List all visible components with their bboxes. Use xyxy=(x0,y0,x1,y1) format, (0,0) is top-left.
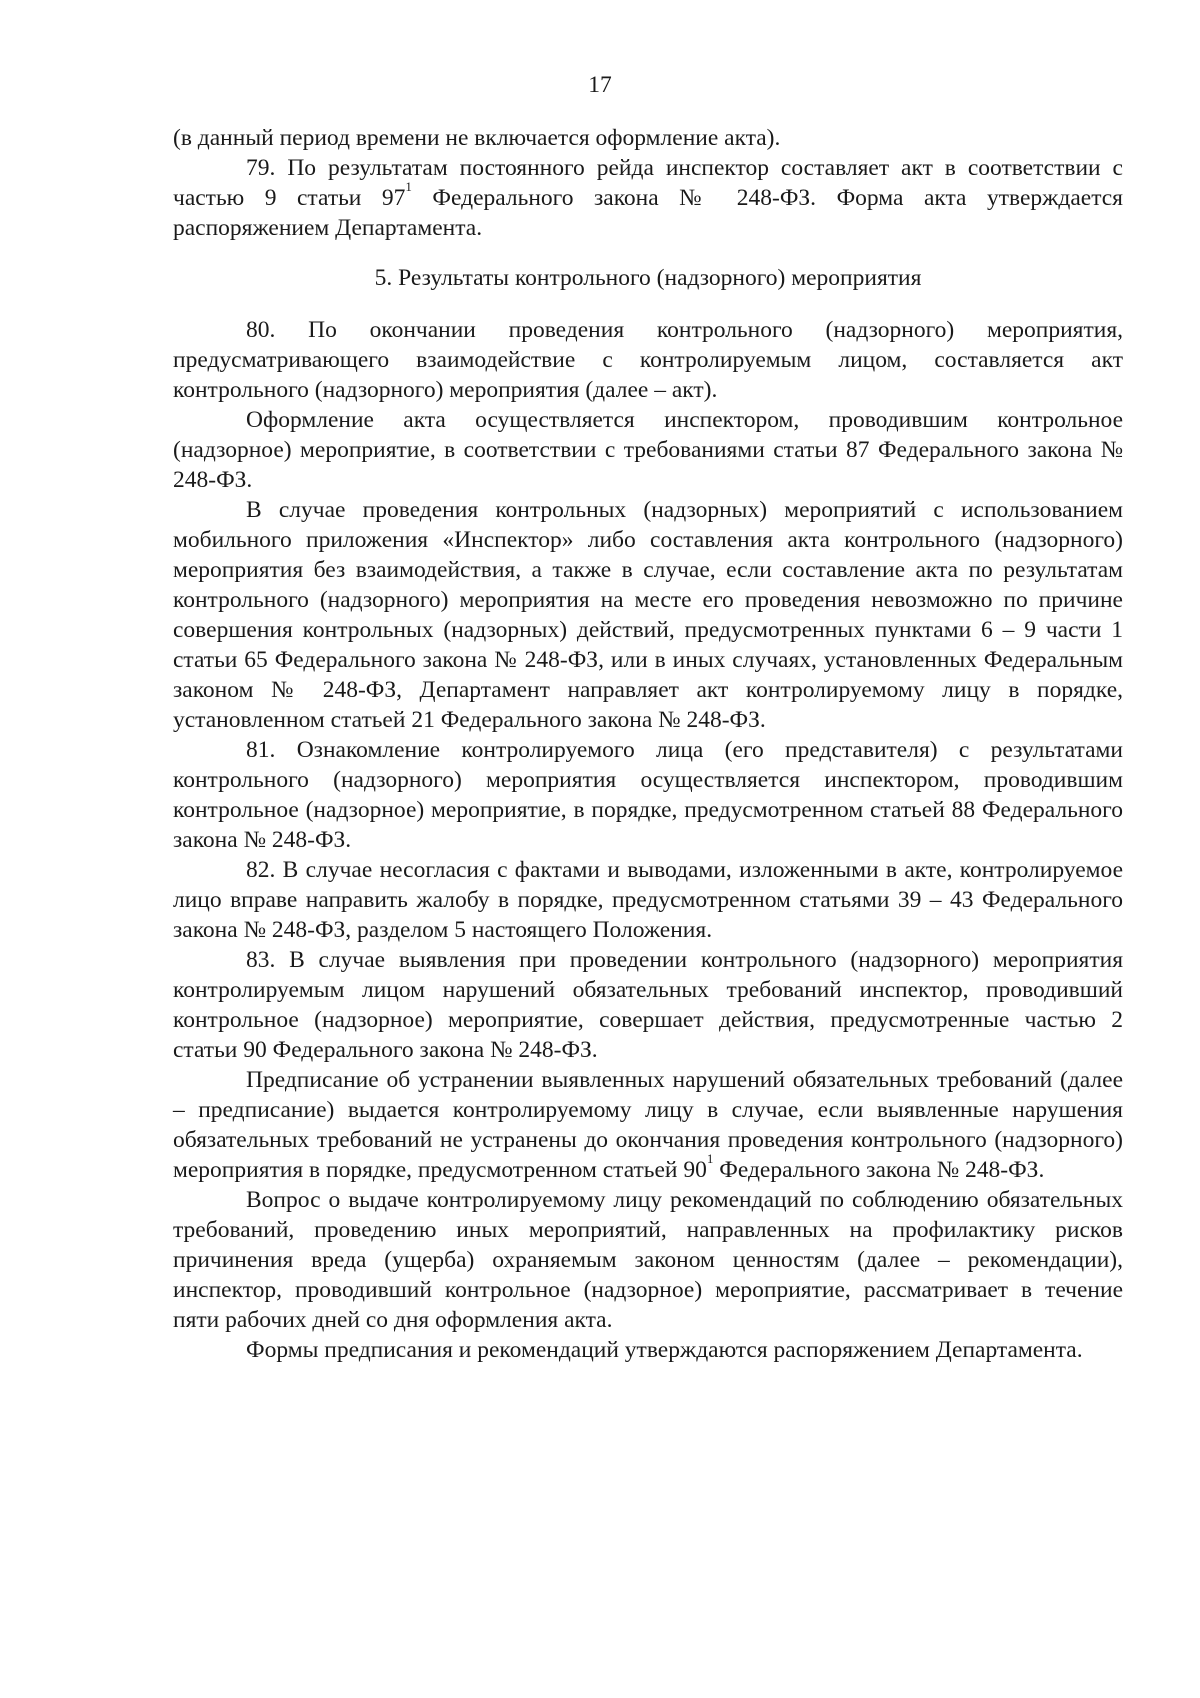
paragraph-82: 82. В случае несогласия с фактами и выводами, изложенными в акте, контролируемое лицо вправе направить жалобу в порядке, предусмотренном статьями 39 – 43 Федерального закона № 248-ФЗ, разделом 5 настоящего Положения. xyxy=(173,857,1123,943)
paragraph-79-text: 79. По результатам постоянного рейда инспектор составляет акт в соответствии с частью 9 статьи 97 xyxy=(173,155,1123,211)
paragraph-79 xyxy=(173,153,1123,243)
paragraph-80: 80. По окончании проведения контрольного (надзорного) мероприятия, предусматривающего взаимодействие с контролируемым лицом, составляется акт контрольного (надзорного) мероприятия (далее – акт). xyxy=(173,317,1123,403)
page-number: 17 xyxy=(588,72,612,98)
paragraph-83-prescription-text-end: Федерального закона № 248-ФЗ. xyxy=(713,1157,1045,1183)
paragraph-83-prescription-text: Предписание об устранении выявленных нарушений обязательных требований (далее – предписание) выдается контролируемому лицу в случае, если выявленные нарушения обязательных требований не устранены до окончания проведения контрольного (надзорного) мероприятия в порядке, предусмотренном статьей 90 xyxy=(173,1067,1123,1183)
paragraph-83-recommendations: Вопрос о выдаче контролируемому лицу рекомендаций по соблюдению обязательных требований, проведению иных мероприятий, направленных на профилактику рисков причинения вреда (ущерба) охраняемым законом ценностям (далее – рекомендации), инспектор, проводивший контрольное (надзорное) мероприятие, рассматривает в течение пяти рабочих дней со дня оформления акта. xyxy=(173,1187,1123,1333)
paragraph-80-act-preparation: Оформление акта осуществляется инспектором, проводившим контрольное (надзорное) мероприятие, в соответствии с требованиями статьи 87 Федерального закона № 248-ФЗ. xyxy=(173,407,1123,493)
paragraph-80-act-sending: В случае проведения контрольных (надзорных) мероприятий с использованием мобильного приложения «Инспектор» либо составления акта контрольного (надзорного) мероприятия без взаимодействия, а также в случае, если составление акта по результатам контрольного (надзорного) мероприятия на месте его проведения невозможно по причине совершения контрольных (надзорных) действий, предусмотренных пунктами 6 – 9 части 1 статьи 65 Федерального закона № 248-ФЗ, или в иных случаях, установленных Федеральным законом № 248-ФЗ, Департамент направляет акт контролируемому лицу в порядке, установленном статьей 21 Федерального закона № 248-ФЗ. xyxy=(173,497,1123,733)
paragraph-81: 81. Ознакомление контролируемого лица (его представителя) с результатами контрольного (надзорного) мероприятия осуществляется инспектором, проводившим контрольное (надзорное) мероприятие, в порядке, предусмотренном статьей 88 Федерального закона № 248-ФЗ. xyxy=(173,737,1123,853)
paragraph-79-text-end: Федерального закона № 248-ФЗ. Форма акта утверждается распоряжением Департамента. xyxy=(173,185,1123,241)
superscript-footnote-mark: 1 xyxy=(706,1151,714,1166)
section-heading: 5. Результаты контрольного (надзорного) мероприятия xyxy=(374,265,922,291)
paragraph-83-prescription xyxy=(173,1065,1123,1185)
paragraph-83: 83. В случае выявления при проведении контрольного (надзорного) мероприятия контролируемым лицом нарушений обязательных требований инспектор, проводивший контрольное (надзорное) мероприятие, совершает действия, предусмотренные частью 2 статьи 90 Федерального закона № 248-ФЗ. xyxy=(173,947,1123,1063)
paragraph-83-forms: Формы предписания и рекомендаций утверждаются распоряжением Департамента. xyxy=(246,1337,1083,1363)
superscript-footnote-mark: 1 xyxy=(405,179,412,194)
paragraph-continuation: (в данный период времени не включается оформление акта). xyxy=(173,125,781,151)
document-body xyxy=(173,123,1123,1365)
